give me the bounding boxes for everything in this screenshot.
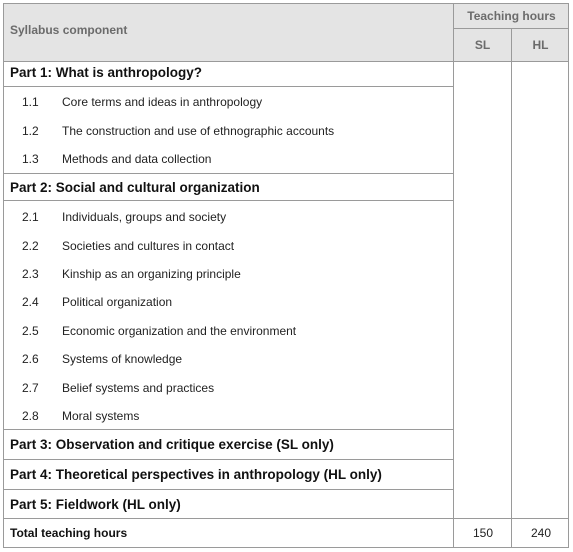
item-label: Systems of knowledge [62,352,183,366]
item-number: 2.8 [22,409,39,423]
item-label: Methods and data collection [62,152,212,166]
item-label: Societies and cultures in contact [62,239,235,253]
part-2-heading: Part 2: Social and cultural organization [10,180,260,195]
total-label: Total teaching hours [10,526,128,540]
item-number: 2.2 [22,239,39,253]
item-number: 1.2 [22,124,39,138]
item-number: 2.5 [22,324,39,338]
item-number: 2.1 [22,210,39,224]
item-number: 1.3 [22,152,39,166]
item-number: 2.3 [22,267,39,281]
item-label: Belief systems and practices [62,381,215,395]
item-number: 2.7 [22,381,39,395]
total-sl-value: 150 [472,526,494,540]
item-label: Individuals, groups and society [62,210,227,224]
item-number: 1.1 [22,95,39,109]
header-teaching-hours: Teaching hours [467,9,556,23]
item-label: The construction and use of ethnographic accounts [62,124,335,138]
part-1-heading: Part 1: What is anthropology? [10,65,203,80]
part-5-heading: Part 5: Fieldwork (HL only) [10,497,181,512]
syllabus-table [3,3,569,548]
header-sl: SL [474,38,491,52]
header-syllabus-component: Syllabus component [10,23,128,37]
item-number: 2.6 [22,352,39,366]
header-hl: HL [532,38,549,52]
total-hl-value: 240 [530,526,552,540]
item-label: Political organization [62,295,173,309]
item-label: Core terms and ideas in anthropology [62,95,263,109]
part-3-heading: Part 3: Observation and critique exercise (SL only) [10,437,334,452]
item-number: 2.4 [22,295,39,309]
item-label: Moral systems [62,409,140,423]
part-4-heading: Part 4: Theoretical perspectives in anthropology (HL only) [10,467,382,482]
item-label: Kinship as an organizing principle [62,267,241,281]
item-label: Economic organization and the environment [62,324,297,338]
